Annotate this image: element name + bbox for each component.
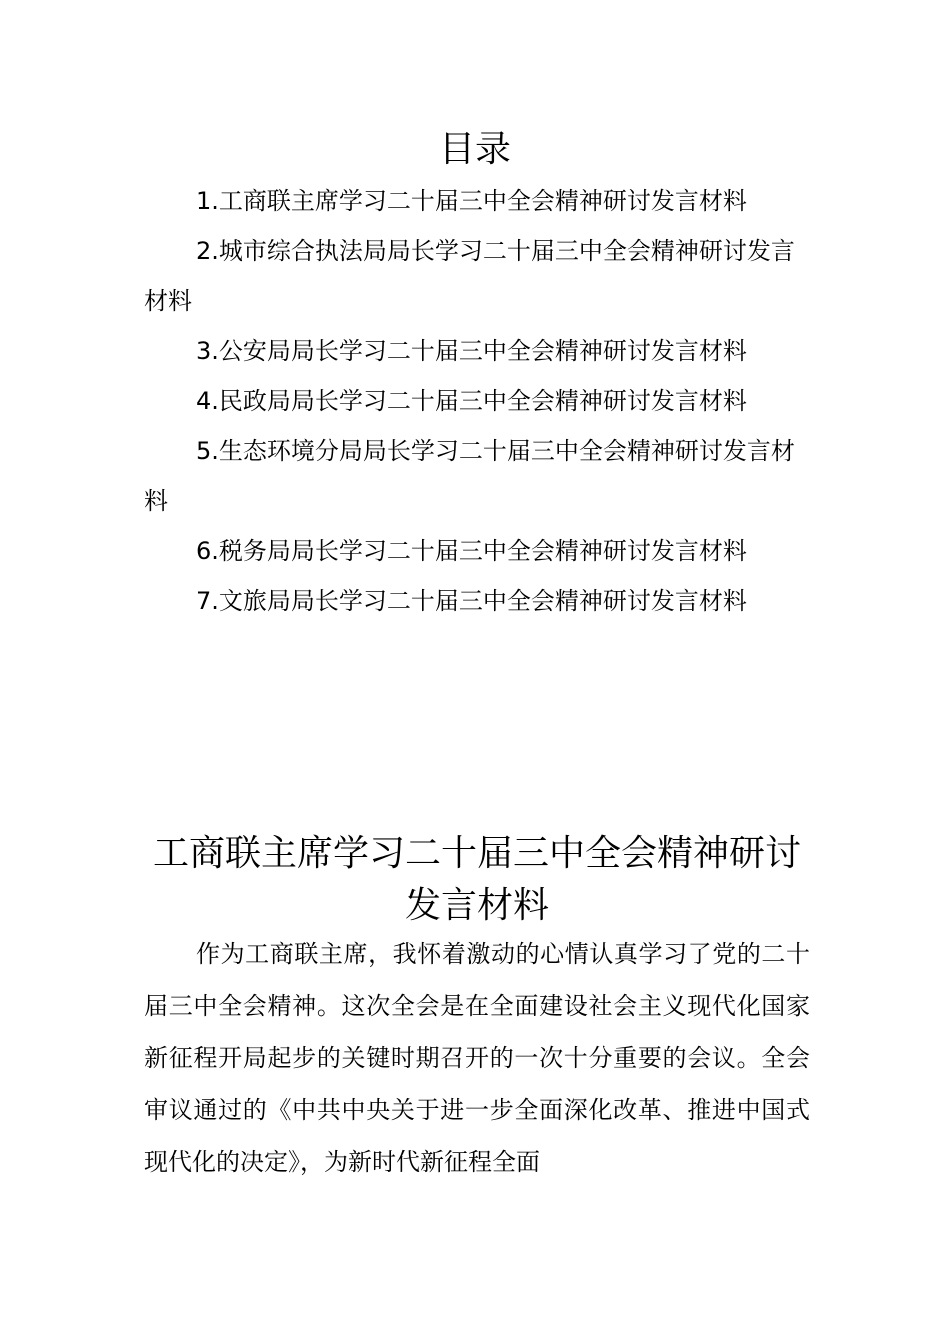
article-title: 工商联主席学习二十届三中全会精神研讨发言材料 xyxy=(152,833,801,926)
article-paragraph: 作为工商联主席，我怀着激动的心情认真学习了党的二十届三中全会精神。这次全会是在全面建设社会主义现代化国家新征程开局起步的关键时期召开的一次十分重要的会议。全会审议通过的《中共中央关于进一步全面深化改革、推进中国式现代化的决定》，为新时代新征程全面 xyxy=(144,940,810,1176)
toc-item-6: 6.税务局局长学习二十届三中全会精神研讨发言材料 xyxy=(196,537,747,565)
toc-title: 目录 xyxy=(438,129,511,170)
toc-list xyxy=(144,176,810,626)
toc-item-5: 5.生态环境分局局长学习二十届三中全会精神研讨发言材料 xyxy=(144,437,795,515)
toc-item-7: 7.文旅局局长学习二十届三中全会精神研讨发言材料 xyxy=(196,587,747,615)
toc-item-4: 4.民政局局长学习二十届三中全会精神研讨发言材料 xyxy=(196,387,747,415)
toc-item-1: 1.工商联主席学习二十届三中全会精神研讨发言材料 xyxy=(196,187,747,215)
toc-item-3: 3.公安局局长学习二十届三中全会精神研讨发言材料 xyxy=(196,337,747,365)
toc-item-2: 2.城市综合执法局局长学习二十届三中全会精神研讨发言材料 xyxy=(144,237,795,315)
